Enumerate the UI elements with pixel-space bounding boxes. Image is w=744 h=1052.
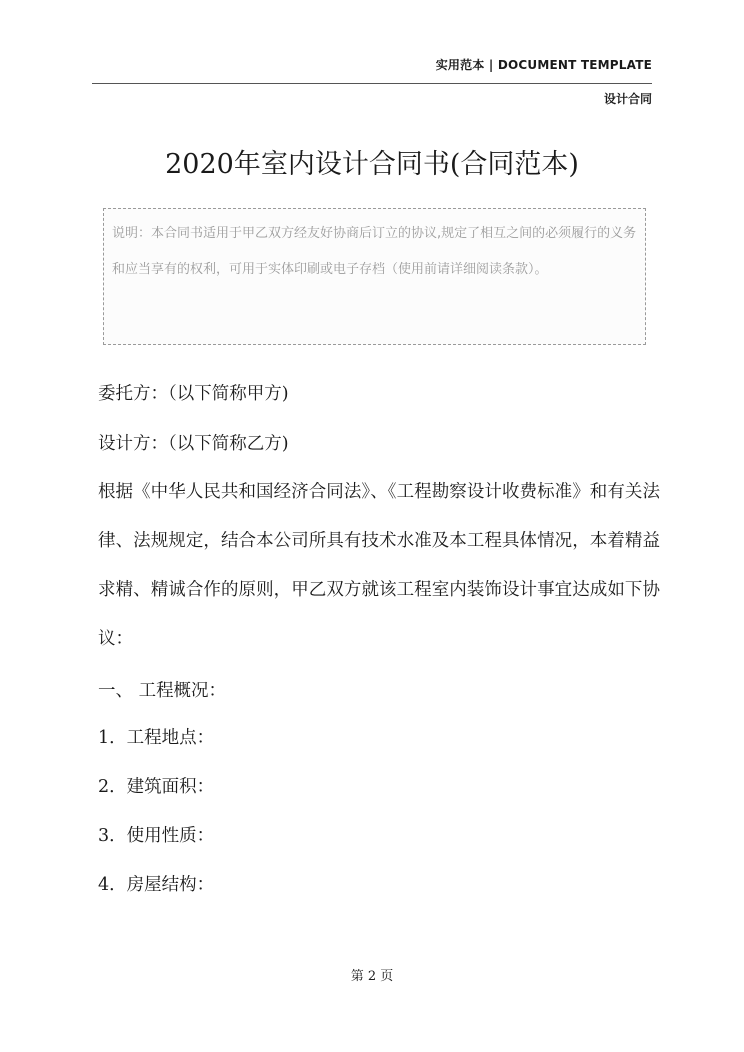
note-text: 说明：本合同书适用于甲乙双方经友好协商后订立的协议,规定了相互之间的必须履行的义务和应当享有的权利，可用于实体印刷或电子存档（使用前请详细阅读条款）。 (112, 226, 637, 277)
list-item: 3．使用性质： (98, 826, 215, 846)
note-box (103, 208, 646, 345)
document-title: 2020年室内设计合同书(合同范本) (165, 149, 579, 180)
section-heading: 一、 工程概况： (98, 681, 227, 701)
client-line: 委托方：（以下简称甲方) (98, 384, 289, 404)
header-divider (92, 83, 652, 84)
intro-paragraph: 根据《中华人民共和国经济合同法》、《工程勘察设计收费标准》和有关法律、法规规定，结合本公司所具有技术水准及本工程具体情况，本着精益求精、精诚合作的原则，甲乙双方就该工程室内装饰设计事宜达成如下协议： (98, 482, 660, 649)
header-category: 设计合同 (603, 92, 652, 106)
page-number: 第 2 页 (350, 969, 394, 984)
designer-line: 设计方：（以下简称乙方) (98, 434, 289, 454)
list-item: 4．房屋结构： (98, 875, 215, 895)
header-brand: 实用范本 | DOCUMENT TEMPLATE (435, 58, 652, 72)
list-item: 1．工程地点： (98, 728, 215, 748)
list-item: 2．建筑面积： (98, 777, 215, 797)
